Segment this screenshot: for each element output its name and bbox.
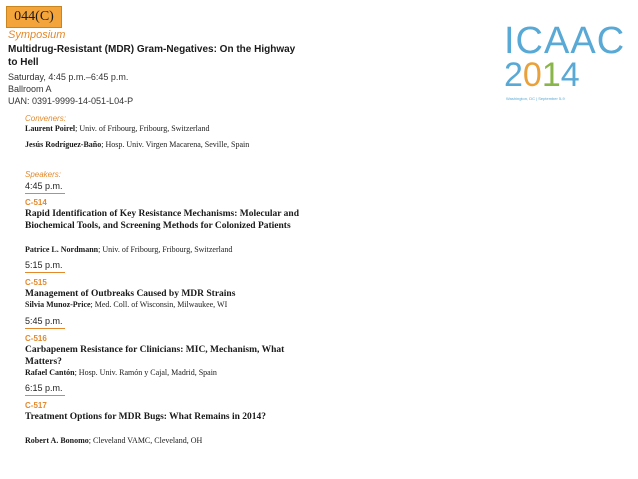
logo-year-digit: 0 (522, 56, 542, 94)
convener-affiliation: ; Hosp. Univ. Virgen Macarena, Seville, Spain (101, 140, 250, 149)
speaker-affiliation: ; Univ. of Fribourg, Fribourg, Switzerland (98, 245, 233, 254)
talk-title: Carbapenem Resistance for Clinicians: MIC, Mechanism, What Matters? (25, 345, 285, 367)
conveners-label: Conveners: (25, 114, 66, 123)
session-room: Ballroom A (8, 84, 52, 94)
talk-title: Rapid Identification of Key Resistance Mechanisms: Molecular and Biochemical Tools, and Screening Methods for Colonized Patients (25, 209, 299, 231)
icaac-logo (500, 20, 626, 104)
logo-year-digit: 4 (560, 56, 580, 94)
session-title: Multidrug-Resistant (MDR) Gram-Negatives: On the Highway to Hell (8, 44, 296, 68)
talk-speaker (25, 300, 295, 310)
session-uan: UAN: 0391-9999-14-051-L04-P (8, 96, 134, 106)
time-underline (25, 272, 65, 273)
speaker-affiliation: ; Med. Coll. of Wisconsin, Milwaukee, WI (90, 300, 228, 309)
time-underline (25, 395, 65, 396)
speaker-name: Robert A. Bonomo (25, 436, 89, 445)
logo-year (504, 58, 580, 92)
logo-year-digit: 2 (504, 56, 523, 94)
talk-code: C-517 (25, 401, 47, 410)
time-underline (25, 328, 65, 329)
speaker-name: Patrice L. Nordmann (25, 245, 99, 254)
logo-year-digit: 1 (541, 56, 561, 94)
session-code-badge: 044(C) (6, 6, 62, 28)
convener (25, 140, 295, 150)
session-type: Symposium (8, 29, 66, 41)
talk-time: 5:15 p.m. (25, 260, 63, 270)
speaker-name: Silvia Munoz-Price (25, 300, 91, 309)
convener-affiliation: ; Univ. of Fribourg, Fribourg, Switzerland (75, 124, 210, 133)
speakers-label: Speakers: (25, 170, 62, 179)
speaker-name: Rafael Cantón (25, 368, 75, 377)
convener (25, 124, 295, 134)
talk-code: C-515 (25, 278, 47, 287)
logo-wordmark: ICAAC (504, 20, 626, 62)
talk-code: C-516 (25, 334, 47, 343)
convener-name: Laurent Poirel (25, 124, 76, 133)
talk-title: Treatment Options for MDR Bugs: What Remains in 2014? (25, 412, 267, 422)
convener-name: Jesús Rodríguez-Baño (25, 140, 102, 149)
talk-speaker (25, 436, 295, 446)
speaker-affiliation: ; Hosp. Univ. Ramón y Cajal, Madrid, Spain (74, 368, 217, 377)
talk-code: C-514 (25, 198, 47, 207)
talk-time: 6:15 p.m. (25, 383, 63, 393)
logo-subtitle: Washington, DC | September 5-9 (506, 96, 565, 101)
talk-speaker (25, 245, 295, 255)
time-underline (25, 193, 65, 194)
talk-time: 5:45 p.m. (25, 316, 63, 326)
session-datetime: Saturday, 4:45 p.m.–6:45 p.m. (8, 72, 129, 82)
talk-time: 4:45 p.m. (25, 181, 63, 191)
speaker-affiliation: ; Cleveland VAMC, Cleveland, OH (88, 436, 203, 445)
talk-speaker (25, 368, 295, 378)
talk-title: Management of Outbreaks Caused by MDR Strains (25, 289, 236, 299)
